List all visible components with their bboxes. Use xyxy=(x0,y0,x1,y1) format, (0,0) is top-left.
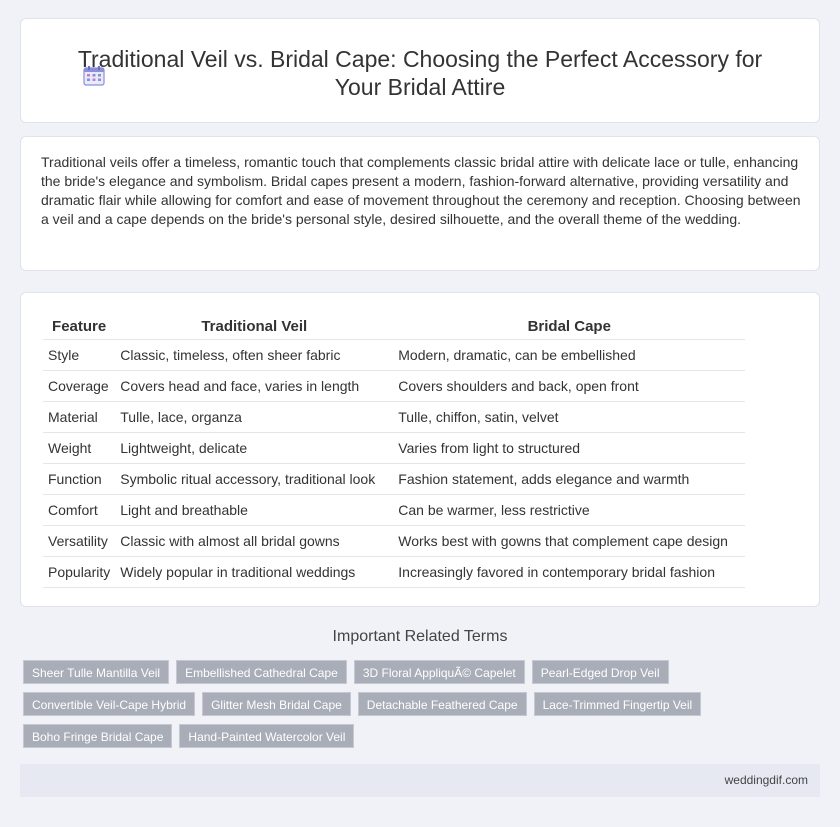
table-row xyxy=(43,401,745,432)
feature-cell: Material xyxy=(43,401,115,432)
related-term-tag[interactable]: Hand-Painted Watercolor Veil xyxy=(179,724,354,748)
cape-cell: Tulle, chiffon, satin, velvet xyxy=(393,401,745,432)
footer-site-link[interactable]: weddingdif.com xyxy=(724,773,808,787)
table-row xyxy=(43,463,745,494)
header-feature: Feature xyxy=(43,315,115,339)
tag-row xyxy=(23,660,823,684)
veil-cell: Widely popular in traditional weddings xyxy=(115,556,393,587)
related-terms-list xyxy=(23,660,823,756)
cape-cell: Increasingly favored in contemporary bridal fashion xyxy=(393,556,745,587)
related-term-tag[interactable]: Embellished Cathedral Cape xyxy=(176,660,347,684)
related-term-tag[interactable]: Pearl-Edged Drop Veil xyxy=(532,660,669,684)
feature-cell: Versatility xyxy=(43,525,115,556)
feature-cell: Coverage xyxy=(43,370,115,401)
cape-cell: Modern, dramatic, can be embellished xyxy=(393,339,745,370)
feature-cell: Comfort xyxy=(43,494,115,525)
cape-cell: Fashion statement, adds elegance and warmth xyxy=(393,463,745,494)
footer xyxy=(20,764,820,797)
intro-card xyxy=(20,136,820,271)
related-term-tag[interactable]: Detachable Feathered Cape xyxy=(358,692,527,716)
header-bridal-cape: Bridal Cape xyxy=(393,315,745,339)
veil-cell: Light and breathable xyxy=(115,494,393,525)
feature-cell: Weight xyxy=(43,432,115,463)
feature-cell: Function xyxy=(43,463,115,494)
table-row xyxy=(43,556,745,587)
veil-cell: Lightweight, delicate xyxy=(115,432,393,463)
veil-cell: Classic with almost all bridal gowns xyxy=(115,525,393,556)
related-term-tag[interactable]: Convertible Veil-Cape Hybrid xyxy=(23,692,195,716)
table-row xyxy=(43,525,745,556)
intro-text: Traditional veils offer a timeless, romantic touch that complements classic bridal attire with delicate lace or tulle, enhancing the bride's elegance and symbolism. Bridal capes present a modern, fashion-forward alternative, providing versatility and dramatic flair while allowing for comfort and ease of movement throughout the ceremony and reception. Choosing between a veil and a cape depends on the bride's personal style, desired silhouette, and the overall theme of the wedding. xyxy=(41,154,801,227)
veil-cell: Covers head and face, varies in length xyxy=(115,370,393,401)
feature-cell: Style xyxy=(43,339,115,370)
table-row xyxy=(43,339,745,370)
header-traditional-veil: Traditional Veil xyxy=(115,315,393,339)
related-term-tag[interactable]: Lace-Trimmed Fingertip Veil xyxy=(534,692,702,716)
page-title: Traditional Veil vs. Bridal Cape: Choosing the Perfect Accessory for Your Bridal Attire xyxy=(77,46,763,100)
header-card xyxy=(20,18,820,123)
related-terms-title: Important Related Terms xyxy=(332,628,508,645)
cape-cell: Covers shoulders and back, open front xyxy=(393,370,745,401)
cape-cell: Varies from light to structured xyxy=(393,432,745,463)
cape-cell: Can be warmer, less restrictive xyxy=(393,494,745,525)
table-row xyxy=(43,432,745,463)
table-row xyxy=(43,370,745,401)
veil-cell: Classic, timeless, often sheer fabric xyxy=(115,339,393,370)
related-term-tag[interactable]: 3D Floral AppliquÃ© Capelet xyxy=(354,660,525,684)
tag-row xyxy=(23,724,823,748)
table-header-row xyxy=(43,315,745,339)
comparison-card xyxy=(20,292,820,607)
table-row xyxy=(43,494,745,525)
feature-cell: Popularity xyxy=(43,556,115,587)
comparison-table xyxy=(43,315,745,588)
veil-cell: Tulle, lace, organza xyxy=(115,401,393,432)
related-term-tag[interactable]: Sheer Tulle Mantilla Veil xyxy=(23,660,169,684)
veil-cell: Symbolic ritual accessory, traditional look xyxy=(115,463,393,494)
related-term-tag[interactable]: Glitter Mesh Bridal Cape xyxy=(202,692,351,716)
cape-cell: Works best with gowns that complement cape design xyxy=(393,525,745,556)
tag-row xyxy=(23,692,823,716)
related-term-tag[interactable]: Boho Fringe Bridal Cape xyxy=(23,724,172,748)
